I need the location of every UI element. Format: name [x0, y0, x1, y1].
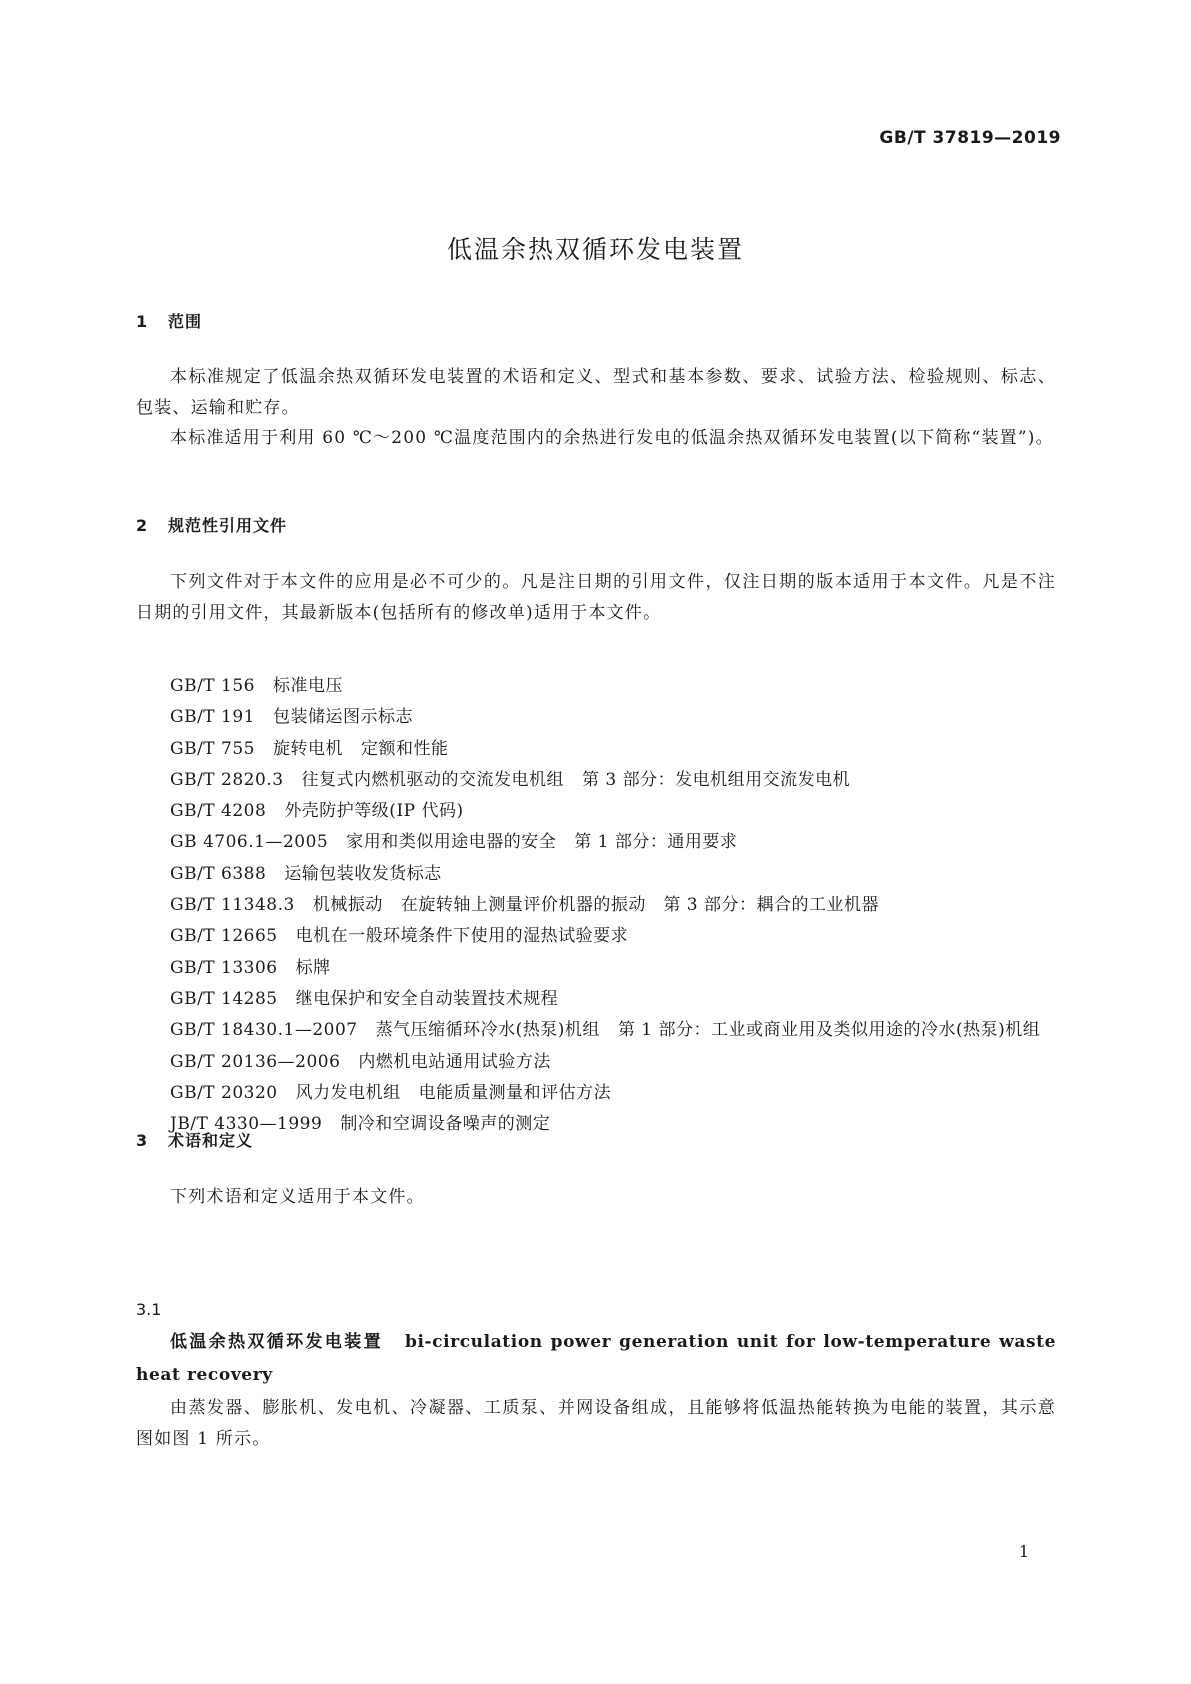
reference-item [136, 796, 1056, 827]
reference-item [136, 921, 1056, 952]
reference-code: GB/T 11348.3 [170, 895, 295, 916]
reference-subtitle: 定额和性能 [361, 738, 449, 759]
reference-title: 标准电压 [273, 676, 343, 696]
reference-code: GB/T 755 [170, 738, 255, 759]
reference-code: GB/T 14285 [170, 988, 278, 1009]
reference-title: 包装储运图示标志 [273, 707, 413, 728]
reference-code: GB/T 191 [170, 707, 255, 728]
section-title: 术语和定义 [168, 1131, 254, 1150]
section-title: 规范性引用文件 [168, 516, 288, 535]
reference-title: 旋转电机 [273, 738, 343, 759]
reference-item [136, 859, 1056, 890]
reference-code: GB/T 20136—2006 [170, 1051, 341, 1072]
reference-item [136, 1015, 1056, 1046]
reference-title: 风力发电机组 [295, 1082, 401, 1103]
reference-subtitle: 第 3 部分：发电机组用交流发电机 [582, 769, 851, 790]
reference-title: 运输包装收发货标志 [284, 863, 442, 884]
reference-title: 电机在一般环境条件下使用的湿热试验要求 [295, 926, 629, 947]
reference-title: 标牌 [295, 957, 331, 978]
reference-title: 继电保护和安全自动装置技术规程 [295, 988, 559, 1009]
reference-subtitle: 第 1 部分：工业或商业用及类似用途的冷水(热泵)机组 [617, 1020, 1041, 1041]
section-number: 3 [136, 1131, 149, 1150]
reference-code: GB/T 6388 [170, 863, 267, 884]
reference-subtitle: 第 1 部分：通用要求 [574, 832, 738, 853]
section-heading-scope [136, 309, 202, 332]
reference-item [136, 1078, 1056, 1109]
scope-paragraph-2: 本标准适用于利用 60 ℃～200 ℃温度范围内的余热进行发电的低温余热双循环发电装置(以下简称“装置”)。 [170, 428, 1054, 448]
reference-list [136, 671, 1056, 1140]
reference-code: GB/T 156 [170, 676, 255, 696]
term-chinese: 低温余热双循环发电装置 [170, 1332, 383, 1352]
reference-item [136, 1047, 1056, 1078]
standard-number: GB/T 37819—2019 [879, 128, 1061, 148]
section-number: 2 [136, 516, 149, 535]
terms-intro-paragraph: 下列术语和定义适用于本文件。 [170, 1187, 425, 1207]
page-number: 1 [1018, 1542, 1029, 1561]
reference-item [136, 1109, 1056, 1140]
section-heading-normative-references [136, 513, 287, 536]
reference-item [136, 827, 1056, 858]
section-title: 范围 [168, 312, 203, 331]
reference-item [136, 702, 1056, 733]
reference-item [136, 671, 1056, 702]
reference-code: GB/T 20320 [170, 1082, 278, 1103]
reference-code: GB/T 4208 [170, 801, 267, 822]
reference-title: 蒸气压缩循环冷水(热泵)机组 [375, 1020, 600, 1041]
term-definition: 由蒸发器、膨胀机、发电机、冷凝器、工质泵、并网设备组成，且能够将低温热能转换为电能的装置，其示意图如图 1 所示。 [136, 1398, 1056, 1449]
reference-title: 机械振动 [312, 895, 383, 916]
section-heading-terms [136, 1128, 253, 1151]
term-english: bi-circulation power generation unit for low-temperature waste heat recovery [136, 1332, 1056, 1385]
reference-title: 家用和类似用途电器的安全 [346, 832, 557, 853]
reference-code: GB/T 2820.3 [170, 769, 284, 790]
reference-item [136, 953, 1056, 984]
reference-code: GB 4706.1—2005 [170, 832, 329, 853]
reference-code: GB/T 12665 [170, 926, 278, 947]
reference-title: 外壳防护等级(IP 代码) [284, 801, 464, 822]
reference-title: 制冷和空调设备噪声的测定 [340, 1114, 551, 1135]
reference-item [136, 765, 1056, 796]
reference-item [136, 984, 1056, 1015]
reference-item [136, 734, 1056, 765]
clause-number: 3.1 [136, 1300, 162, 1319]
normative-intro-paragraph: 下列文件对于本文件的应用是必不可少的。凡是注日期的引用文件，仅注日期的版本适用于本文件。凡是不注日期的引用文件，其最新版本(包括所有的修改单)适用于本文件。 [136, 572, 1056, 623]
reference-code: JB/T 4330—1999 [170, 1114, 323, 1135]
reference-title: 往复式内燃机驱动的交流发电机组 [301, 769, 565, 790]
reference-code: GB/T 13306 [170, 957, 278, 978]
reference-title: 内燃机电站通用试验方法 [358, 1051, 551, 1072]
reference-item [136, 890, 1056, 921]
reference-subtitle: 电能质量测量和评估方法 [418, 1082, 612, 1103]
scope-paragraph-1: 本标准规定了低温余热双循环发电装置的术语和定义、型式和基本参数、要求、试验方法、检验规则、标志、包装、运输和贮存。 [136, 367, 1056, 418]
reference-subtitle: 在旋转轴上测量评价机器的振动 第 3 部分：耦合的工业机器 [400, 895, 879, 916]
document-title: 低温余热双循环发电装置 [446, 235, 744, 264]
reference-code: GB/T 18430.1—2007 [170, 1020, 358, 1041]
section-number: 1 [136, 312, 149, 331]
term-entry [136, 1326, 1056, 1392]
